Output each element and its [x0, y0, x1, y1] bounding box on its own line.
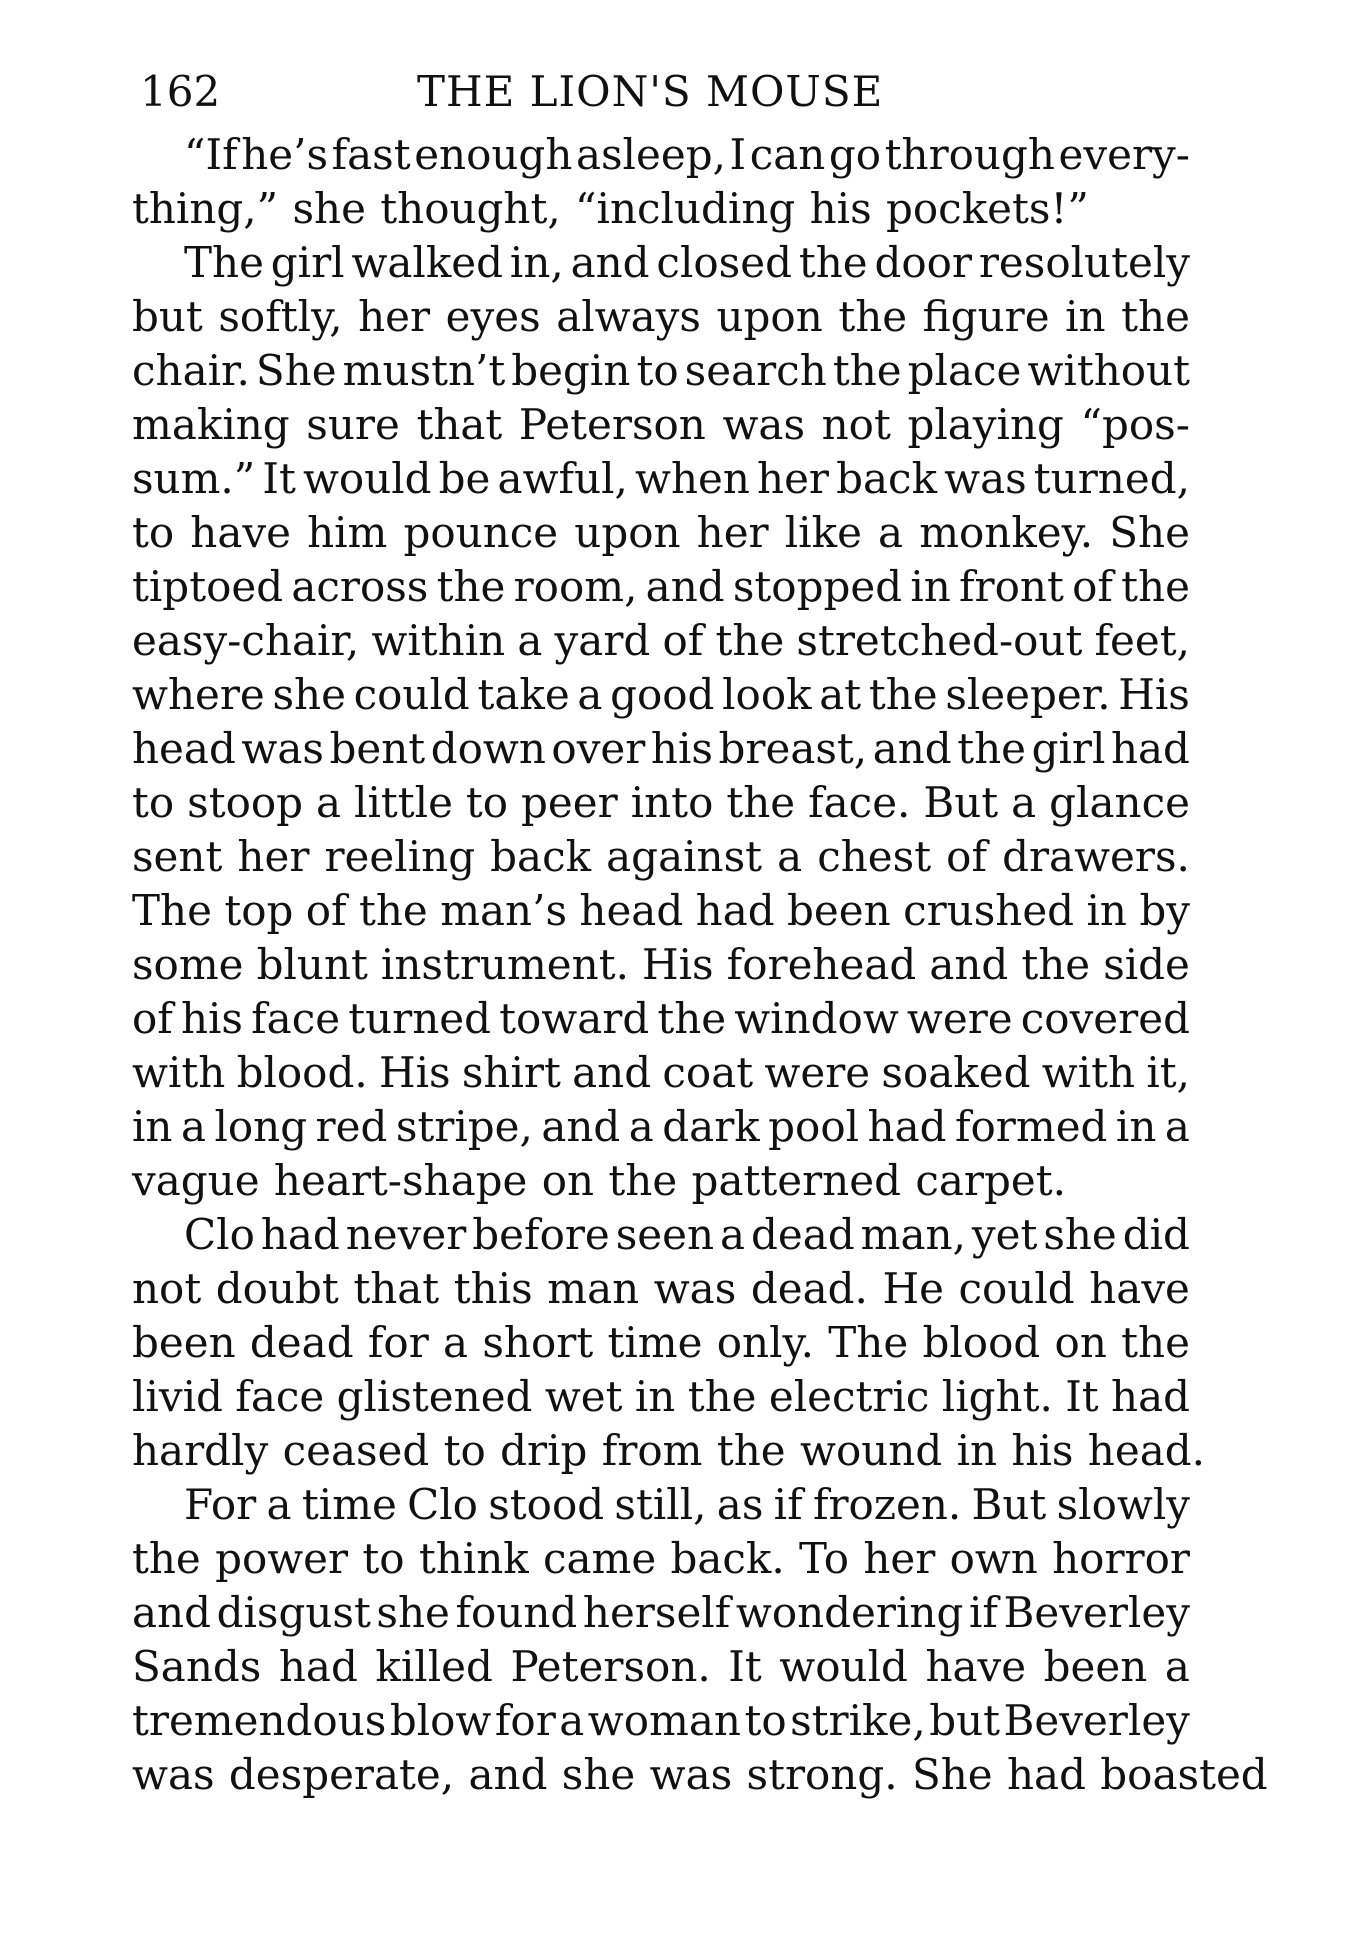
text-line: The top of the man’s head had been crushed in by [132, 886, 1190, 935]
text-line: vague heart-shape on the patterned carpet. [132, 1156, 1066, 1205]
text-line: was desperate, and she was strong. She had boasted [132, 1750, 1268, 1799]
text-line: of his face turned toward the window were covered [132, 994, 1190, 1043]
text-line: to have him pounce upon her like a monkey. She [132, 508, 1190, 557]
text-line: to stoop a little to peer into the face. But a glance [132, 778, 1190, 827]
text-line: The girl walked in, and closed the door resolutely [184, 238, 1190, 287]
book-page [132, 62, 1268, 1802]
text-line: head was bent down over his breast, and the girl had [132, 724, 1190, 773]
text-line: with blood. His shirt and coat were soaked with it, [132, 1048, 1190, 1097]
text-line: hardly ceased to drip from the wound in his head. [132, 1426, 1205, 1475]
text-line: chair. She mustn’t begin to search the place without [132, 346, 1190, 395]
text-line: For a time Clo stood still, as if frozen. But slowly [184, 1480, 1190, 1529]
text-line: the power to think came back. To her own horror [132, 1534, 1190, 1583]
text-line: tiptoed across the room, and stopped in front of the [132, 562, 1190, 611]
text-line: thing,” she thought, “including his pockets!” [132, 184, 1089, 233]
paragraph [132, 236, 1190, 1208]
text-line: and disgust she found herself wondering if Beverley [132, 1588, 1190, 1637]
page-number: 162 [140, 67, 221, 116]
text-line: making sure that Peterson was not playing “pos- [132, 400, 1190, 449]
page-header [132, 62, 1190, 122]
text-line: easy-chair, within a yard of the stretched-out feet, [132, 616, 1190, 665]
running-title: THE LION'S MOUSE [417, 67, 884, 116]
text-line: but softly, her eyes always upon the figure in the [132, 292, 1190, 341]
text-line: not doubt that this man was dead. He could have [132, 1264, 1190, 1313]
text-line: in a long red stripe, and a dark pool had formed in a [132, 1102, 1190, 1151]
text-line: been dead for a short time only. The blood on the [132, 1318, 1190, 1367]
body-text [132, 128, 1268, 1802]
paragraph [132, 1478, 1268, 1802]
text-line: Clo had never before seen a dead man, yet she did [184, 1210, 1190, 1259]
paragraph [132, 128, 1190, 236]
text-line: where she could take a good look at the sleeper. His [132, 670, 1190, 719]
text-line: “If he’s fast enough asleep, I can go through every- [184, 130, 1190, 179]
text-line: Sands had killed Peterson. It would have been a [132, 1642, 1190, 1691]
text-line: tremendous blow for a woman to strike, but Beverley [132, 1696, 1190, 1745]
text-line: livid face glistened wet in the electric light. It had [132, 1372, 1190, 1421]
text-line: sent her reeling back against a chest of drawers. [132, 832, 1190, 881]
text-line: sum.” It would be awful, when her back was turned, [132, 454, 1190, 503]
text-line: some blunt instrument. His forehead and the side [132, 940, 1190, 989]
paragraph [132, 1208, 1205, 1478]
